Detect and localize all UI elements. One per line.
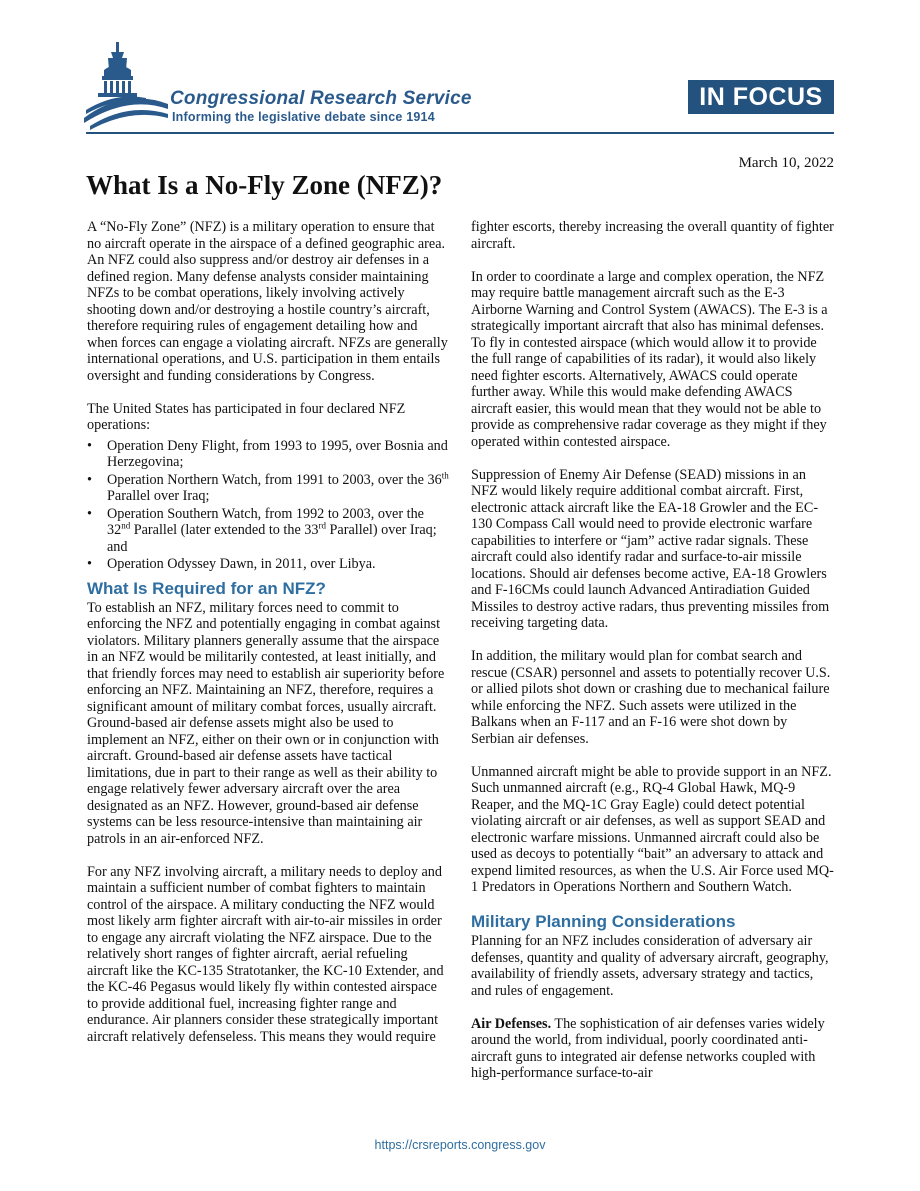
publication-date: March 10, 2022	[738, 155, 834, 171]
header-rule	[86, 132, 834, 134]
fighters-paragraph: For any NFZ involving aircraft, a military needs to deploy and maintain a sufficient number of combat fighters to maintain control of the airspace. A military conducting the NFZ would most likely arm fighter aircraft with air-to-air missiles in order to engage any aircraft violating the NFZ airspace. Due to the relatively short ranges of fighter aircraft, aerial refueling aircraft like the KC-135 Stratotanker, the KC-10 Extender, and the KC-46 Pegasus would likely fly within contested airspace to provide additional fuel, increasing fighter range and endurance. Air planners consider these strategically important aircraft relatively defenseless. This means they would require	[87, 863, 444, 1045]
list-item: • Operation Deny Flight, from 1993 to 1995, over Bosnia and Herzegovina;	[107, 438, 450, 471]
operations-list	[87, 438, 450, 573]
org-tagline: Informing the legislative debate since 1914	[172, 110, 435, 124]
list-item: • Operation Odyssey Dawn, in 2011, over Libya.	[107, 556, 450, 573]
section-heading-planning: Military Planning Considerations	[471, 912, 736, 931]
page-title: What Is a No-Fly Zone (NFZ)?	[86, 170, 443, 200]
air-defenses-paragraph: Air Defenses. The sophistication of air defenses varies widely around the world, from individual, poorly coordinated anti-aircraft guns to integrated air defense networks coupled with high-performance surface-to-air	[471, 1015, 825, 1081]
list-item: • Operation Northern Watch, from 1991 to 2003, over the 36th Parallel over Iraq;	[107, 472, 450, 505]
list-item: • Operation Southern Watch, from 1992 to 2003, over the 32nd Parallel (later extended to the 33rd Parallel) over Iraq; and	[107, 506, 450, 556]
awacs-paragraph: In order to coordinate a large and complex operation, the NFZ may require battle management aircraft such as the E-3 Airborne Warning and Control System (AWACS). The E-3 is a strategically important aircraft that also has minimal defenses. To fly in contested airspace (which would allow it to provide the full range of capabilities of its radar), it would also likely need fighter escorts. Alternatively, AWACS could operate further away. While this would make defending AWACS aircraft easier, this would mean that they would not be able to provide as comprehensive radar coverage as they might if they operated within contested airspace.	[471, 268, 828, 450]
intro-paragraph: A “No-Fly Zone” (NFZ) is a military operation to ensure that no aircraft operate in the airspace of a defined geographic area. An NFZ could also suppress and/or destroy air defenses in a defined region. Many defense analysts consider maintaining NFZs to be combat operations, likely involving actively shooting down and/or destroying a hostile country’s aircraft, therefore requiring rules of engagement detailing how and when forces can engage a violating aircraft. NFZs are generally international operations, and U.S. participation in them entails oversight and funding considerations by Congress.	[87, 219, 448, 384]
left-column	[87, 219, 450, 1062]
org-name: Congressional Research Service	[170, 88, 472, 109]
footer-url[interactable]: https://crsreports.congress.gov	[374, 1138, 546, 1152]
unmanned-paragraph: Unmanned aircraft might be able to provide support in an NFZ. Such unmanned aircraft (e.g., RQ-4 Global Hawk, MQ-9 Reaper, and the MQ-1C Gray Eagle) could detect potential violating aircraft or air defenses, as well as support SEAD and electronic warfare missions. Unmanned aircraft could also be used as decoys to potentially “bait” an adversary to attack and expend limited resources, as when the U.S. Air Force used MQ-1 Predators in Operations Northern and Southern Watch.	[471, 763, 834, 895]
air-defenses-lead: Air Defenses.	[471, 1015, 552, 1032]
section-heading-requirements: What Is Required for an NFZ?	[87, 578, 326, 598]
escorts-paragraph: fighter escorts, thereby increasing the overall quantity of fighter aircraft.	[471, 219, 834, 252]
csar-paragraph: In addition, the military would plan for combat search and rescue (CSAR) personnel and assets to potentially recover U.S. or allied pilots shot down or crashing due to mechanical failure while enforcing the NFZ. Such assets were utilized in the Balkans when an F-117 and an F-16 were shot down by Serbian air defenses.	[471, 648, 831, 747]
capitol-dome-logo-icon	[84, 40, 168, 130]
in-focus-badge: IN FOCUS	[688, 80, 834, 114]
right-column	[471, 219, 834, 1098]
planning-paragraph: Planning for an NFZ includes consideration of adversary air defenses, quantity and quality of adversary aircraft, geography, availability of friendly assets, adversary strategy and tactics, and rules of engagement.	[471, 933, 829, 999]
requirements-paragraph: To establish an NFZ, military forces need to commit to enforcing the NFZ and potentially engaging in combat against violators. Military planners generally assume that the airspace in an NFZ would be militarily contested, at least initially, and that friendly forces may need to establish air superiority before enforcing an NFZ. Maintaining an NFZ, therefore, requires a significant amount of military combat forces, usually aircraft. Ground-based air defense assets might also be used to implement an NFZ, either on their own or in conjunction with aircraft. Ground-based air defense assets have tactical limitations, due in part to their range as well as their ability to engage relatively fewer adversary aircraft over the area designated as an NFZ. However, ground-based air defense systems can be less resource-intensive than maintaining air patrols in an air-enforced NFZ.	[87, 599, 445, 847]
operations-intro: The United States has participated in four declared NFZ operations:	[87, 400, 406, 433]
sead-paragraph: Suppression of Enemy Air Defense (SEAD) missions in an NFZ would likely require additional combat aircraft. First, electronic attack aircraft like the EA-18 Growler and the EC-130 Compass Call would need to provide electronic warfare capabilities to interfere or “jam” active radar signals. These aircraft could also identify radar and surface-to-air missile locations. Should air defenses become active, EA-18 Growlers and F-16CMs could launch Advanced Antiradiation Guided Missiles to destroy active radars, thus preventing missiles from receiving targeting data.	[471, 466, 830, 631]
page-header	[0, 0, 920, 140]
